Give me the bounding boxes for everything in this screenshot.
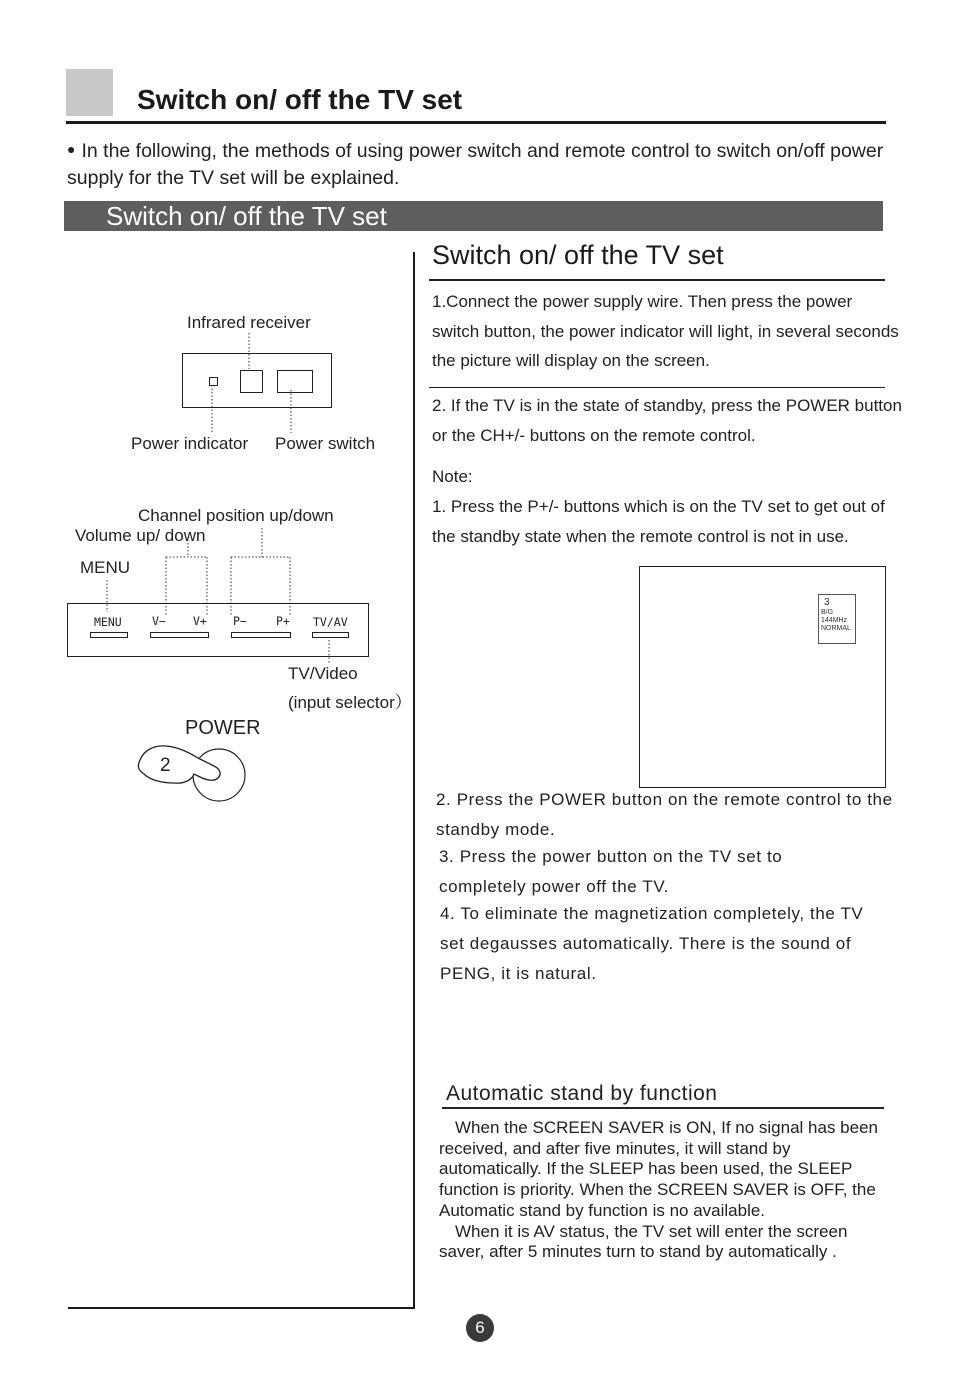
intro-text: In the following, the methods of using power switch and remote control to switch on/off power supply for the TV set will be explained. <box>67 140 884 189</box>
bullet-icon: ● <box>67 141 76 157</box>
note-3-text: 3. Press the power button on the TV set to completely power off the TV. <box>439 847 783 896</box>
right-title-rule <box>429 279 885 281</box>
right-section-title: Switch on/ off the TV set <box>432 240 724 270</box>
program-button <box>231 632 291 638</box>
menu-key-label: MENU <box>94 615 122 629</box>
osd-frequency: 144MHz <box>821 617 848 624</box>
power-switch-label: Power switch <box>275 434 376 453</box>
section-bar-title: Switch on/ off the TV set <box>106 201 387 231</box>
menu-label: MENU <box>80 558 131 577</box>
osd-channel: 3 <box>824 597 830 608</box>
note-1-text: 1. Press the P+/- buttons which is on the TV set to get out of the standby state when the remote control is not in use. <box>432 497 885 546</box>
infrared-receiver-label: Infrared receiver <box>187 313 311 332</box>
osd-box <box>818 594 856 644</box>
power-indicator-led <box>209 377 218 386</box>
auto-standby-title: Automatic stand by function <box>446 1082 718 1105</box>
tvav-button <box>312 632 349 638</box>
program-up-key-label: P+ <box>276 614 290 628</box>
note-label: Note: <box>432 467 473 486</box>
step-divider <box>429 387 885 388</box>
front-panel-controls <box>67 603 369 657</box>
auto-standby-body <box>439 1118 895 1263</box>
page-number: 6 <box>466 1314 494 1342</box>
power-label: POWER <box>185 717 261 739</box>
auto-title-rule <box>442 1107 884 1109</box>
page-title: Switch on/ off the TV set <box>137 84 463 115</box>
hand-number: 2 <box>160 755 171 776</box>
program-down-key-label: P− <box>233 614 247 628</box>
auto-standby-paragraph-1: When the SCREEN SAVER is ON, If no signal has been received, and after five minutes, it will stand by automatically. If the SLEEP has been used, the SLEEP function is priority. When the SCREEN SAVER is OFF, the Automatic stand by function is no available. <box>439 1118 878 1220</box>
note-4-text: 4. To eliminate the magnetization completely, the TV set degausses automatically. There is the sound of PENG, it is natural. <box>440 904 864 983</box>
volume-up-key-label: V+ <box>193 614 207 628</box>
osd-system: B/G <box>821 609 834 616</box>
note-2-text: 2. Press the POWER button on the remote control to the standby mode. <box>436 790 893 839</box>
channel-position-label: Channel position up/down <box>138 506 334 525</box>
volume-button <box>150 632 209 638</box>
auto-standby-paragraph-2: When it is AV status, the TV set will enter the screen saver, after 5 minutes turn to stand by automatically . <box>439 1221 848 1262</box>
osd-mode: NORMAL <box>821 625 851 632</box>
tv-video-label: TV/Video <box>288 664 358 683</box>
tvav-key-label: TV/AV <box>313 615 348 629</box>
front-panel-top <box>182 353 332 408</box>
power-indicator-label: Power indicator <box>131 434 249 453</box>
input-selector-label: (input selector） <box>288 693 412 712</box>
power-switch <box>277 370 313 393</box>
step-1-text: 1.Connect the power supply wire. Then press the power switch button, the power indicator will light, in several seconds the picture will display on the screen. <box>432 292 899 370</box>
hand-press-icon <box>136 740 251 805</box>
step-2-text: 2. If the TV is in the state of standby, press the POWER button or the CH+/- buttons on the remote control. <box>432 396 902 445</box>
volume-down-key-label: V− <box>152 614 166 628</box>
menu-button <box>90 632 128 638</box>
bottom-rule <box>68 1307 415 1309</box>
volume-label: Volume up/ down <box>75 526 206 545</box>
infrared-receiver-window <box>240 370 263 393</box>
